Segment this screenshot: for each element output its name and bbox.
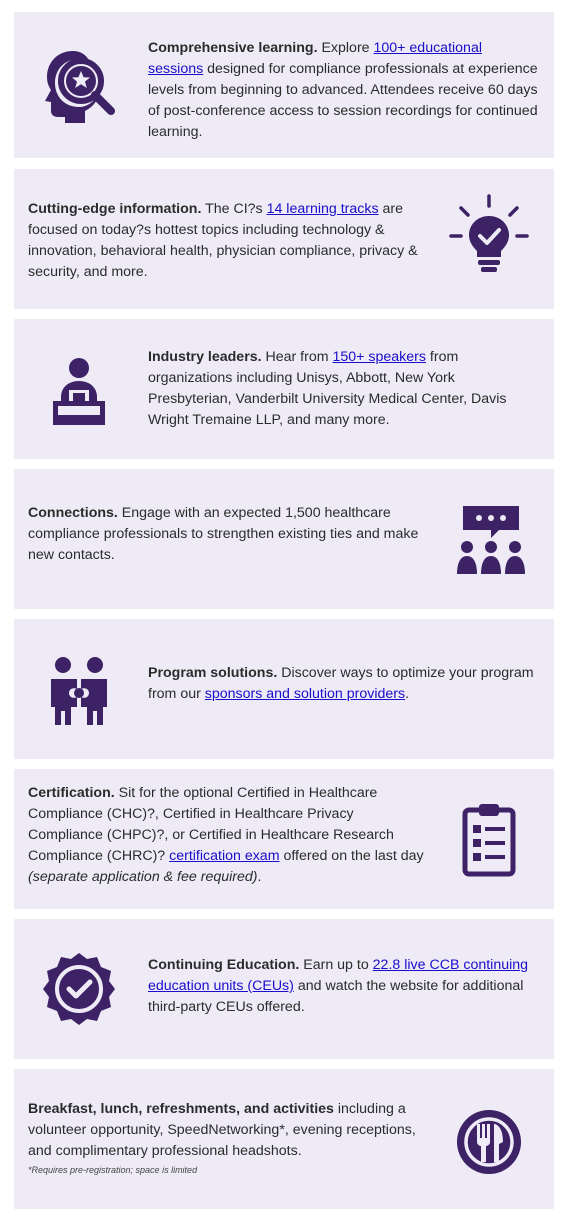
benefit-title: Comprehensive learning. bbox=[148, 40, 318, 56]
benefit-text bbox=[28, 199, 418, 283]
benefit-title: Connections. bbox=[28, 505, 118, 521]
ceus-link[interactable]: 22.8 live CCB continuing education units (CEUs) bbox=[148, 957, 529, 994]
benefit-text bbox=[28, 783, 428, 888]
benefit-title: Continuing Education. bbox=[148, 957, 300, 973]
benefit-text bbox=[28, 1099, 428, 1176]
benefit-text bbox=[148, 347, 538, 431]
benefit-text bbox=[148, 663, 540, 705]
benefit-body: Hear from bbox=[261, 349, 333, 365]
clipboard-checklist-icon bbox=[444, 795, 534, 885]
speakers-link[interactable]: 150+ speakers bbox=[332, 349, 426, 365]
head-magnifier-star-icon bbox=[34, 40, 124, 130]
benefit-note: (separate application & fee required) bbox=[28, 869, 258, 885]
benefit-card-cutting-edge bbox=[14, 169, 554, 309]
benefit-body-rest: . bbox=[405, 686, 410, 702]
educational-sessions-link[interactable]: 100+ educational sessions bbox=[148, 40, 482, 77]
benefit-body-rest: offered on the last day bbox=[279, 848, 424, 864]
benefit-body-rest: and watch the website for additional third-party CEUs offered. bbox=[148, 978, 524, 1015]
puzzle-people-icon bbox=[34, 644, 124, 734]
benefit-body: Earn up to bbox=[299, 957, 373, 973]
certification-exam-link[interactable]: certification exam bbox=[169, 848, 280, 864]
benefit-title: Industry leaders. bbox=[148, 349, 262, 365]
benefit-body-rest: from organizations including Unisys, Abbott, New York Presbyterian, Vanderbilt University Medical Center, Davis Wright Tremaine LLP, and many more. bbox=[148, 349, 507, 428]
benefit-body-rest: are focused on today?s hottest topics including technology & innovation, behavioral health, physician compliance, privacy & security, and more. bbox=[28, 201, 418, 280]
sponsors-link[interactable]: sponsors and solution providers bbox=[204, 686, 406, 702]
footnote: *Requires pre-registration; space is limited bbox=[28, 1165, 198, 1175]
benefit-text bbox=[28, 503, 422, 566]
speaker-podium-icon bbox=[34, 344, 124, 434]
benefit-title: Cutting-edge information. bbox=[28, 201, 202, 217]
benefit-card-industry-leaders bbox=[14, 319, 554, 459]
benefit-card-connections bbox=[14, 469, 554, 609]
benefit-body: Explore bbox=[317, 40, 374, 56]
benefit-title: Program solutions. bbox=[148, 665, 278, 681]
benefit-card-program-solutions bbox=[14, 619, 554, 759]
benefit-body: The CI?s bbox=[201, 201, 267, 217]
benefit-card-comprehensive-learning bbox=[14, 12, 554, 158]
benefit-body: Sit for the optional Certified in Healthcare Compliance (CHC)?, Certified in Healthcare Privacy Compliance (CHPC)?, or Certified in Healthcare Research Compliance (CHRC)? bbox=[28, 785, 394, 864]
benefit-card-continuing-education bbox=[14, 919, 554, 1059]
benefit-body: including a volunteer opportunity, SpeedNetworking*, evening receptions, and complimentary professional headshots. bbox=[28, 1101, 416, 1159]
lightbulb-check-icon bbox=[444, 191, 534, 281]
benefit-body: Engage with an expected 1,500 healthcare compliance professionals to strengthen existing ties and make new contacts. bbox=[28, 505, 419, 563]
benefit-text bbox=[148, 38, 540, 143]
benefit-body: Discover ways to optimize your program from our bbox=[148, 665, 534, 702]
benefit-card-breakfast-lunch bbox=[14, 1069, 554, 1209]
badge-check-icon bbox=[34, 944, 124, 1034]
plate-fork-knife-icon bbox=[444, 1097, 534, 1187]
benefit-body-rest: designed for compliance professionals at experience levels from beginning to advanced. Attendees receive 60 days of post-conference access to session recordings for continued learning. bbox=[148, 61, 538, 140]
benefit-card-certification bbox=[14, 769, 554, 909]
benefit-title: Breakfast, lunch, refreshments, and activities bbox=[28, 1101, 334, 1117]
benefit-period: . bbox=[257, 869, 262, 885]
benefit-text bbox=[148, 955, 540, 1018]
benefit-title: Certification. bbox=[28, 785, 115, 801]
learning-tracks-link[interactable]: 14 learning tracks bbox=[266, 201, 379, 217]
group-chat-icon bbox=[442, 497, 532, 587]
